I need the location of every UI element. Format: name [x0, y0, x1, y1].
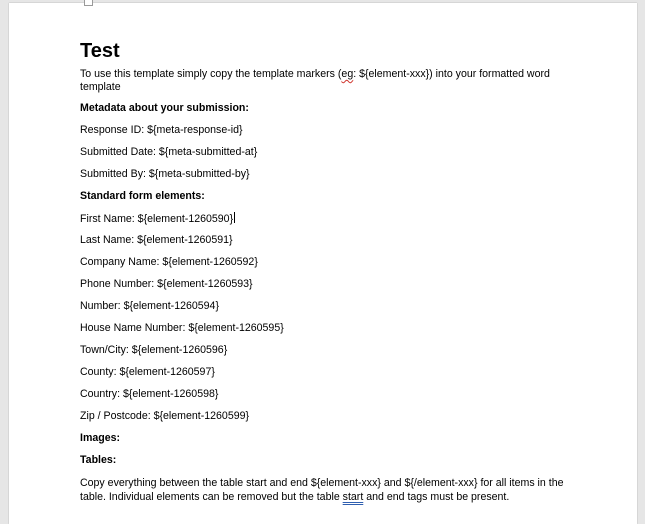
meta-submitted-date-line: Submitted Date: ${meta-submitted-at} — [80, 146, 258, 158]
standard-elements-heading: Standard form elements: — [80, 190, 205, 202]
tables-paragraph — [80, 476, 570, 504]
field-zip-postcode: Zip / Postcode: ${element-1260599} — [80, 410, 250, 422]
meta-submitted-by-line: Submitted By: ${meta-submitted-by} — [80, 168, 250, 180]
intro-text-before: To use this template simply copy the template markers ( — [80, 68, 342, 80]
field-house-name-number: House Name Number: ${element-1260595} — [80, 322, 284, 334]
meta-response-id-line: Response ID: ${meta-response-id} — [80, 124, 243, 136]
field-country: Country: ${element-1260598} — [80, 388, 219, 400]
field-phone-number: Phone Number: ${element-1260593} — [80, 278, 253, 290]
field-first-name — [80, 212, 570, 225]
field-town-city: Town/City: ${element-1260596} — [80, 344, 228, 356]
field-last-name: Last Name: ${element-1260591} — [80, 234, 233, 246]
metadata-heading: Metadata about your submission: — [80, 102, 249, 114]
field-county: County: ${element-1260597} — [80, 366, 215, 378]
tables-heading: Tables: — [80, 454, 117, 466]
page-corner-marker — [84, 0, 93, 6]
document-title: Test — [80, 40, 120, 62]
text-cursor — [234, 212, 235, 223]
document-body[interactable] — [80, 39, 570, 504]
document-page[interactable] — [9, 3, 637, 524]
tables-start-grammar-mark: start — [342, 491, 364, 503]
tables-text-after: and end tags must be present. — [363, 491, 510, 503]
intro-eg-spellcheck: eg — [341, 68, 354, 80]
images-heading: Images: — [80, 432, 121, 444]
field-company-name: Company Name: ${element-1260592} — [80, 256, 258, 268]
field-first-name-text: First Name: ${element-1260590} — [80, 213, 234, 225]
intro-paragraph — [80, 68, 570, 94]
field-number: Number: ${element-1260594} — [80, 300, 219, 312]
intro-text-after: : ${element-xxx}) into your formatted word template — [80, 68, 550, 93]
tables-text-before: Copy everything between the table start and end ${element-xxx} and ${/element-xxx} for all items in the table. Individual elements can be removed but the table — [80, 477, 564, 503]
